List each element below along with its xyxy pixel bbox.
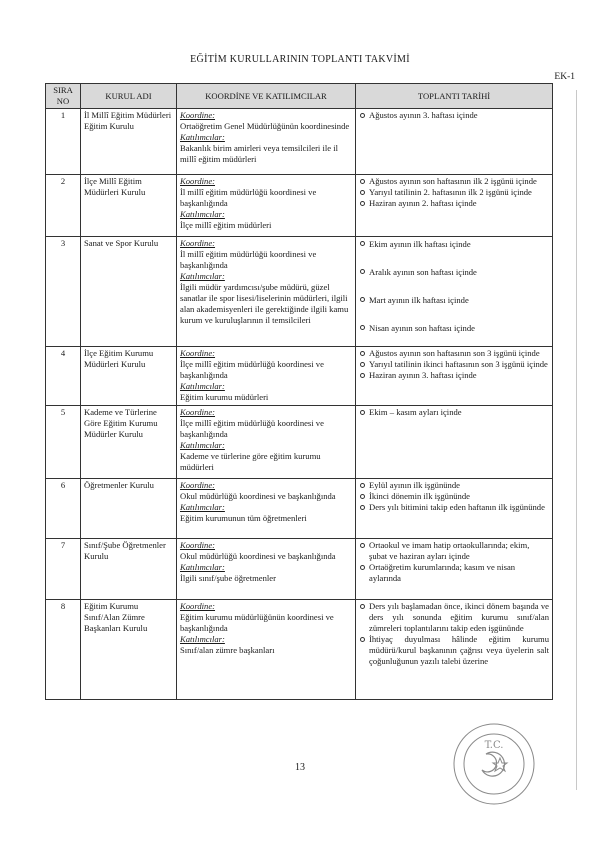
meeting-date-cell: [356, 539, 553, 600]
date-item: İkinci dönemin ilk işgününde: [359, 491, 549, 502]
participants-text: İlgili sınıf/şube öğretmenler: [180, 573, 276, 583]
council-name: İl Millî Eğitim Müdürleri Eğitim Kurulu: [81, 109, 177, 175]
table-header: [46, 84, 553, 109]
date-item: İhtiyaç duyulması hâlinde eğitim kurumu müdürü/kurul başkanının çağrısı veya üyelerin salt çoğunluğunun yazılı talebi üzerine: [359, 634, 549, 667]
row-number: 2: [46, 175, 81, 237]
council-name: Eğitim Kurumu Sınıf/Alan Zümre Başkanları Kurulu: [81, 600, 177, 700]
date-item: Yarıyıl tatilinin ikinci haftasının son 3 işgünü içinde: [359, 359, 549, 370]
date-item: Ortaöğretim kurumlarında; kasım ve nisan aylarında: [359, 562, 549, 584]
meeting-date-cell: [356, 237, 553, 347]
coordinator-text: Okul müdürlüğü koordinesi ve başkanlığında: [180, 491, 336, 501]
coordinator-text: İlçe millî eğitim müdürlüğü koordinesi ve başkanlığında: [180, 359, 324, 380]
participants-label: Katılımcılar:: [180, 502, 225, 512]
meeting-date-cell: [356, 175, 553, 237]
meeting-date-cell: [356, 479, 553, 539]
council-name: İlçe Eğitim Kurumu Müdürleri Kurulu: [81, 347, 177, 406]
date-item: Ağustos ayının son haftasının son 3 işgünü içinde: [359, 348, 549, 359]
participants-label: Katılımcılar:: [180, 209, 225, 219]
participants-label: Katılımcılar:: [180, 562, 225, 572]
row-number: 1: [46, 109, 81, 175]
meeting-date-cell: [356, 347, 553, 406]
table-row: [46, 109, 553, 175]
date-item: Ağustos ayının 3. haftası içinde: [359, 110, 549, 121]
date-item: Ekim – kasım ayları içinde: [359, 407, 549, 418]
participants-label: Katılımcılar:: [180, 132, 225, 142]
coordinator-label: Koordine:: [180, 407, 216, 417]
table-body: [46, 109, 553, 700]
annex-label: EK-1: [554, 72, 575, 82]
participants-text: Sınıf/alan zümre başkanları: [180, 645, 275, 655]
coordinator-text: İlçe millî eğitim müdürlüğü koordinesi ve başkanlığında: [180, 418, 324, 439]
date-list: [359, 238, 549, 335]
row-number: 7: [46, 539, 81, 600]
coordination-cell: [177, 539, 356, 600]
council-name: Öğretmenler Kurulu: [81, 479, 177, 539]
coordination-cell: [177, 175, 356, 237]
row-number: 3: [46, 237, 81, 347]
date-item: Ders yılı bitimini takip eden haftanın ilk işgününde: [359, 502, 549, 513]
participants-text: Bakanlık birim amirleri veya temsilcileri ile il millî eğitim müdürleri: [180, 143, 338, 164]
coordinator-label: Koordine:: [180, 110, 216, 120]
header-date: TOPLANTI TARİHİ: [356, 84, 553, 109]
coordinator-text: Eğitim kurumu müdürlüğünün koordinesi ve başkanlığında: [180, 612, 334, 633]
date-list: [359, 348, 549, 381]
participants-text: İlgili müdür yardımcısı/şube müdürü, güzel sanatlar ile spor lisesi/liselerinin müdürleri, ilgili alan akademisyenleri ile gerektiğinde ilgili kamu kurum ve kuruluşlarının il temsilcileri: [180, 282, 349, 325]
council-name: Sanat ve Spor Kurulu: [81, 237, 177, 347]
meeting-schedule-table: [45, 83, 553, 700]
date-item: Yarıyıl tatilinin 2. haftasının ilk 2 işgünü içinde: [359, 187, 549, 198]
row-number: 6: [46, 479, 81, 539]
row-number: 5: [46, 406, 81, 479]
header-coord: KOORDİNE VE KATILIMCILAR: [177, 84, 356, 109]
date-item: Aralık ayının son haftası içinde: [359, 266, 549, 279]
coordinator-label: Koordine:: [180, 348, 216, 358]
date-item: Haziran ayının 2. haftası içinde: [359, 198, 549, 209]
date-item: Mart ayının ilk haftası içinde: [359, 294, 549, 307]
date-list: [359, 480, 549, 513]
coordinator-text: Ortaöğretim Genel Müdürlüğünün koordinesinde: [180, 121, 350, 131]
council-name: İlçe Millî Eğitim Müdürleri Kurulu: [81, 175, 177, 237]
coordinator-label: Koordine:: [180, 176, 216, 186]
table-row: [46, 237, 553, 347]
coordinator-label: Koordine:: [180, 238, 216, 248]
meeting-date-cell: [356, 109, 553, 175]
coordinator-text: İl millî eğitim müdürlüğü koordinesi ve başkanlığında: [180, 187, 317, 208]
date-list: [359, 407, 549, 418]
council-name: Kademe ve Türlerine Göre Eğitim Kurumu Müdürler Kurulu: [81, 406, 177, 479]
date-list: [359, 110, 549, 121]
date-item: Ders yılı başlamadan önce, ikinci dönem başında ve ders yılı sonunda eğitim kurumu sınıf/alan zümreleri toplantılarını takip eden işgününde: [359, 601, 549, 634]
date-item: Ekim ayının ilk haftası içinde: [359, 238, 549, 251]
date-item: Nisan ayının son haftası içinde: [359, 322, 549, 335]
participants-text: Eğitim kurumunun tüm öğretmenleri: [180, 513, 307, 523]
table-row: [46, 539, 553, 600]
table-row: [46, 406, 553, 479]
participants-text: İlçe millî eğitim müdürleri: [180, 220, 272, 230]
participants-text: Kademe ve türlerine göre eğitim kurumu müdürleri: [180, 451, 321, 472]
meeting-date-cell: [356, 406, 553, 479]
header-name: KURUL ADI: [81, 84, 177, 109]
row-number: 4: [46, 347, 81, 406]
council-name: Sınıf/Şube Öğretmenler Kurulu: [81, 539, 177, 600]
table-row: [46, 175, 553, 237]
meeting-date-cell: [356, 600, 553, 700]
coordination-cell: [177, 109, 356, 175]
date-item: Ağustos ayının son haftasının ilk 2 işgünü içinde: [359, 176, 549, 187]
participants-label: Katılımcılar:: [180, 271, 225, 281]
date-list: [359, 540, 549, 584]
coordinator-label: Koordine:: [180, 540, 216, 550]
coordinator-text: İl millî eğitim müdürlüğü koordinesi ve başkanlığında: [180, 249, 317, 270]
participants-text: Eğitim kurumu müdürleri: [180, 392, 269, 402]
date-item: Eylül ayının ilk işgününde: [359, 480, 549, 491]
table-row: [46, 347, 553, 406]
participants-label: Katılımcılar:: [180, 381, 225, 391]
participants-label: Katılımcılar:: [180, 634, 225, 644]
page-number: 13: [295, 762, 305, 773]
participants-label: Katılımcılar:: [180, 440, 225, 450]
coordination-cell: [177, 479, 356, 539]
coordination-cell: [177, 237, 356, 347]
coordinator-label: Koordine:: [180, 480, 216, 490]
page-title: EĞİTİM KURULLARININ TOPLANTI TAKVİMİ: [190, 54, 410, 65]
date-item: Haziran ayının 3. haftası içinde: [359, 370, 549, 381]
table-row: [46, 600, 553, 700]
coordination-cell: [177, 600, 356, 700]
row-number: 8: [46, 600, 81, 700]
page-edge-line: [576, 90, 577, 790]
coordinator-label: Koordine:: [180, 601, 216, 611]
table-row: [46, 479, 553, 539]
coordinator-text: Okul müdürlüğü koordinesi ve başkanlığında: [180, 551, 336, 561]
date-list: [359, 176, 549, 209]
header-no: SIRA NO: [46, 84, 81, 109]
official-seal-icon: [438, 718, 550, 810]
date-item: Ortaokul ve imam hatip ortaokullarında; ekim, şubat ve haziran ayları içinde: [359, 540, 549, 562]
date-list: [359, 601, 549, 667]
seal-emblem-text: T.C.: [484, 740, 504, 751]
coordination-cell: [177, 406, 356, 479]
coordination-cell: [177, 347, 356, 406]
